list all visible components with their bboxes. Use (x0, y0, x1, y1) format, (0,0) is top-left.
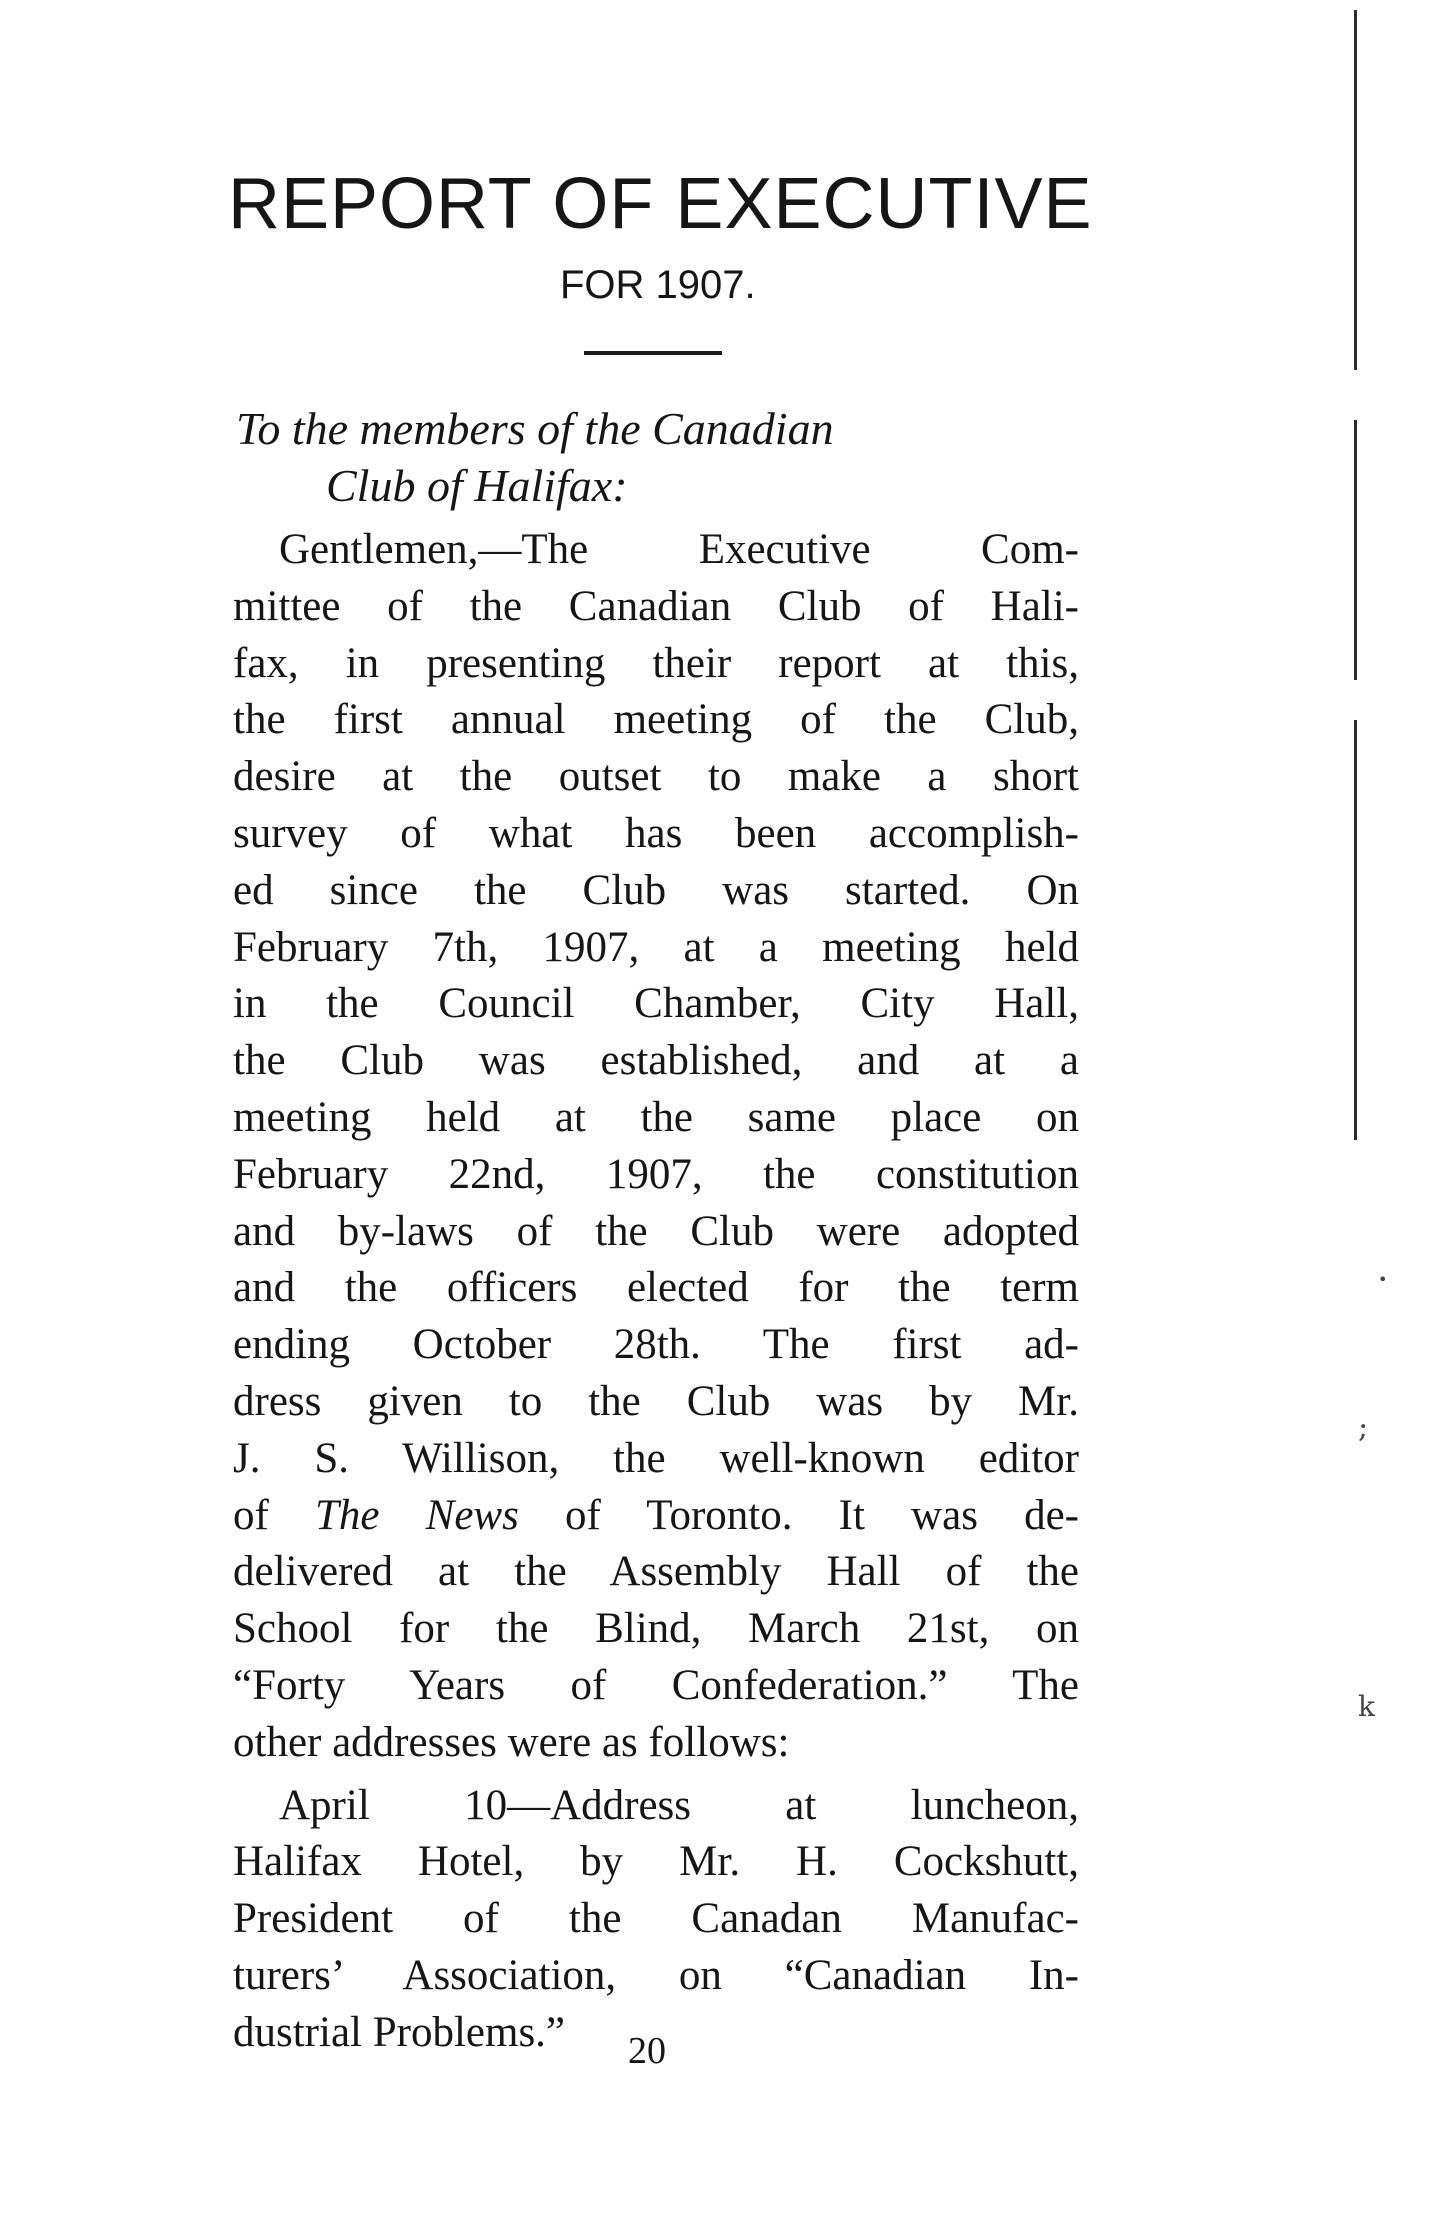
text-line: fax, in presenting their report at this, (233, 639, 1079, 687)
text-line: February 7th, 1907, at a meeting held (233, 923, 1079, 971)
text-line: meeting held at the same place on (233, 1093, 1079, 1141)
text-line: and by-laws of the Club were adopted (233, 1207, 1079, 1255)
text-line: J. S. Willison, the well-known editor (233, 1434, 1079, 1482)
text-line: other addresses were as follows: (233, 1718, 790, 1766)
text-line: ending October 28th. The first ad- (233, 1321, 1079, 1369)
page-subtitle: FOR 1907. (560, 263, 756, 307)
text-line: delivered at the Assembly Hall of the (233, 1548, 1079, 1596)
text-line: “Forty Years of Confederation.” The (233, 1661, 1079, 1709)
scan-speck: k (1358, 1690, 1375, 1723)
text-line: April 10—Address at luncheon, (279, 1781, 1079, 1829)
binding-edge-mark (1354, 420, 1357, 680)
newspaper-title: The News (314, 1491, 519, 1539)
text-line: dustrial Problems.” (233, 2008, 566, 2056)
binding-edge-mark (1354, 10, 1357, 370)
text-line: dress given to the Club was by Mr. (233, 1377, 1079, 1425)
scan-speck: ; (1358, 1410, 1369, 1445)
text-line: in the Council Chamber, City Hall, (233, 980, 1079, 1028)
text-line: mittee of the Canadian Club of Hali- (233, 582, 1079, 630)
text-fragment: of Toronto. It was de- (518, 1491, 1079, 1539)
salutation-line: Club of Halifax: (326, 460, 628, 511)
text-line: School for the Blind, March 21st, on (233, 1605, 1079, 1653)
text-line: the first annual meeting of the Club, (233, 696, 1079, 744)
text-line: Halifax Hotel, by Mr. H. Cockshutt, (233, 1838, 1079, 1886)
title-divider (584, 351, 722, 355)
binding-edge-mark (1354, 720, 1357, 1140)
page-title: REPORT OF EXECUTIVE (228, 164, 1093, 244)
text-line: turers’ Association, on “Canadian In- (233, 1951, 1079, 1999)
page-number: 20 (628, 2030, 666, 2072)
text-line-with-italic (233, 1488, 1079, 1545)
text-line: survey of what has been accomplish- (233, 809, 1079, 857)
text-line: February 22nd, 1907, the constitution (233, 1150, 1079, 1198)
salutation (236, 400, 1136, 514)
report-body (233, 522, 1193, 2062)
text-line: the Club was established, and at a (233, 1037, 1079, 1085)
text-line: Gentlemen,—The Executive Com- (279, 526, 1079, 573)
text-line: ed since the Club was started. On (233, 866, 1079, 914)
text-line: and the officers elected for the term (233, 1264, 1079, 1312)
text-line: President of the Canadan Manufac- (233, 1895, 1079, 1943)
text-line: desire at the outset to make a short (233, 753, 1079, 801)
text-fragment: of (233, 1491, 315, 1539)
scan-speck: • (1378, 1270, 1388, 1289)
salutation-line: To the members of the Canadian (236, 403, 834, 454)
